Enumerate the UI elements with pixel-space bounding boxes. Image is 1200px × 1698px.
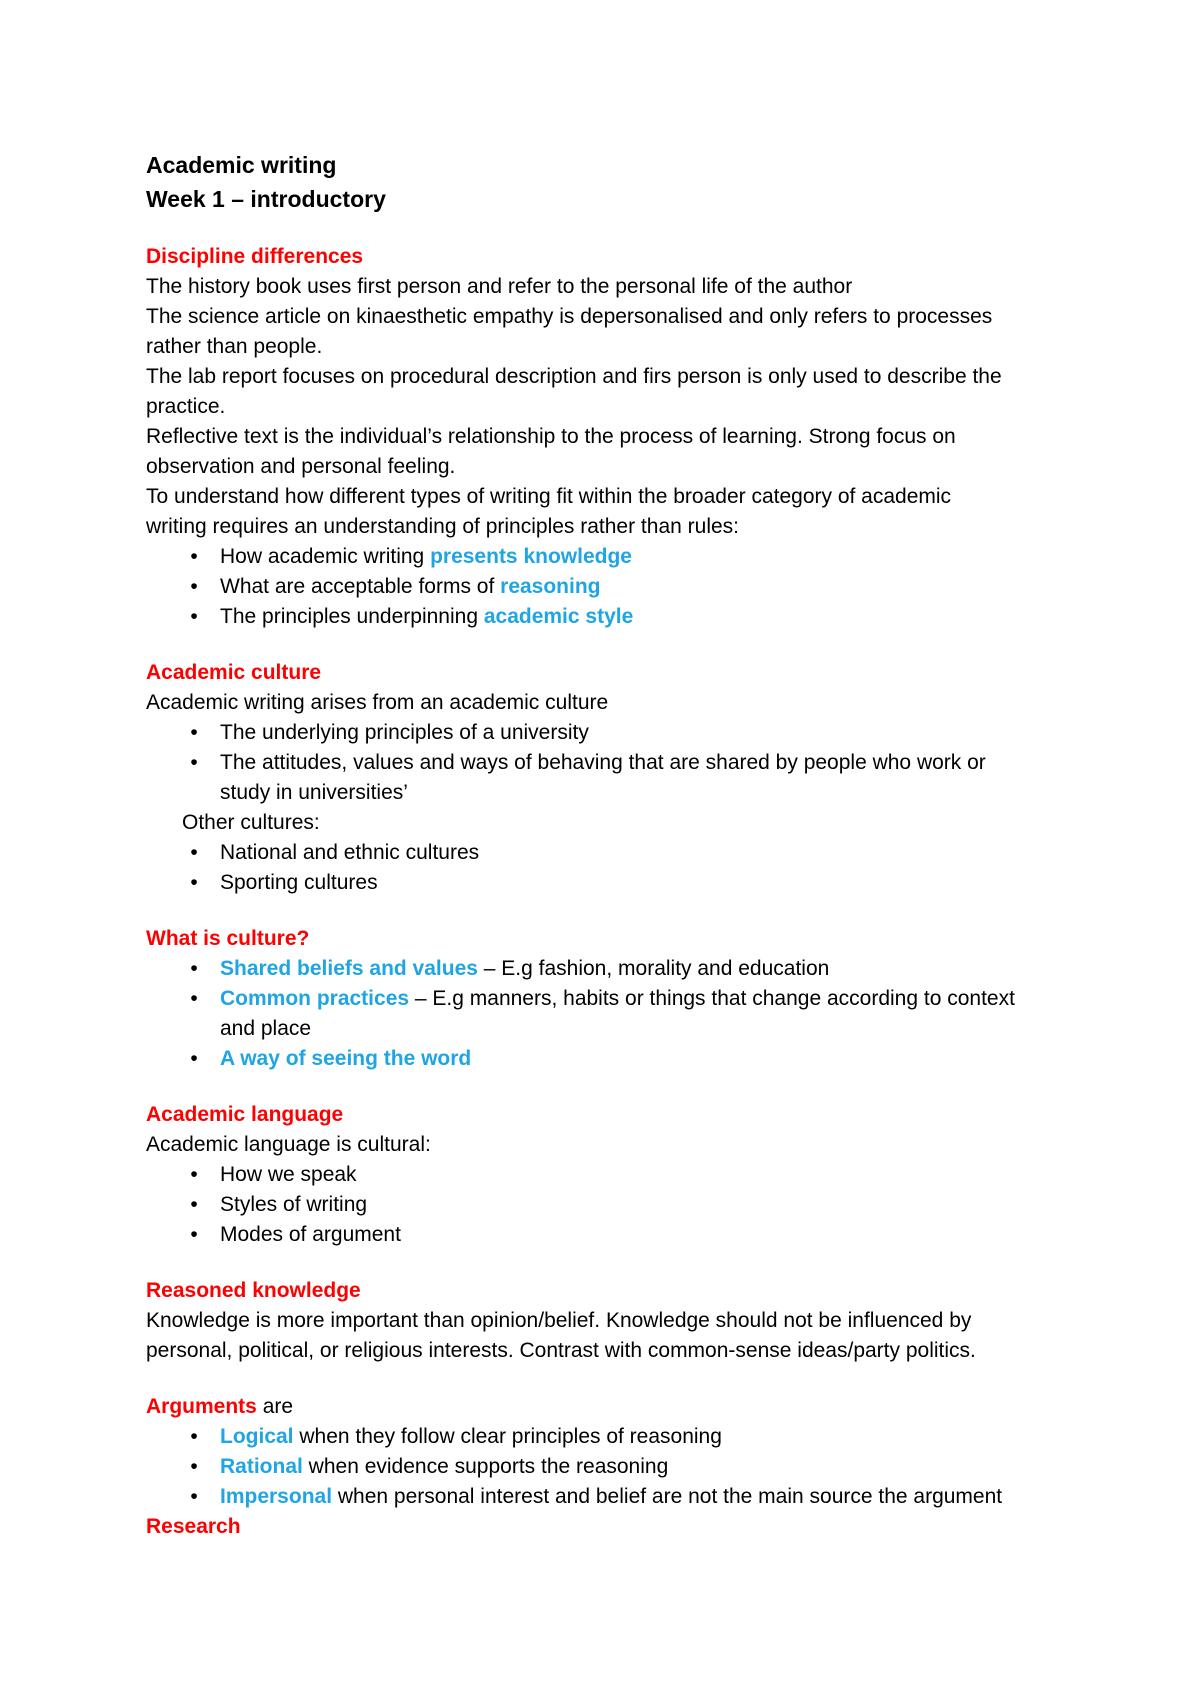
list-item-text: – E.g manners, habits or things that change according to context bbox=[409, 987, 1015, 1010]
list-item bbox=[146, 542, 1086, 572]
bullet-list bbox=[146, 718, 1086, 808]
list-item bbox=[146, 718, 1086, 748]
paragraph: The history book uses first person and refer to the personal life of the author bbox=[146, 275, 853, 298]
list-item-text: when personal interest and belief are not the main source the argument bbox=[332, 1485, 1003, 1508]
bullet-list bbox=[146, 954, 1086, 1074]
list-item-text: How academic writing bbox=[220, 545, 431, 568]
list-item-text: The principles underpinning bbox=[220, 605, 484, 628]
bullet-icon: • bbox=[190, 871, 198, 894]
document-body bbox=[146, 148, 1086, 1542]
list-item-text: National and ethnic cultures bbox=[220, 841, 480, 864]
list-item bbox=[146, 1422, 1086, 1452]
bullet-icon: • bbox=[190, 1485, 198, 1508]
bullet-icon: • bbox=[190, 1425, 198, 1448]
heading-what-is-culture: What is culture? bbox=[146, 927, 310, 950]
paragraph: The lab report focuses on procedural description and firs person is only used to describe the bbox=[146, 365, 1002, 388]
paragraph: The science article on kinaesthetic empathy is depersonalised and only refers to processes bbox=[146, 305, 993, 328]
paragraph: Academic language is cultural: bbox=[146, 1133, 431, 1156]
list-item bbox=[146, 1160, 1086, 1190]
heading-discipline-differences: Discipline differences bbox=[146, 245, 364, 268]
keyword: reasoning bbox=[500, 575, 601, 598]
paragraph: To understand how different types of writing fit within the broader category of academic bbox=[146, 485, 952, 508]
bullet-icon: • bbox=[190, 987, 198, 1010]
bullet-icon: • bbox=[190, 575, 198, 598]
keyword: A way of seeing the word bbox=[220, 1047, 472, 1070]
list-item bbox=[146, 984, 1086, 1044]
bullet-icon: • bbox=[190, 1193, 198, 1216]
bullet-icon: • bbox=[190, 721, 198, 744]
doc-subtitle: Week 1 – introductory bbox=[146, 186, 386, 212]
bullet-list bbox=[146, 1160, 1086, 1250]
paragraph: personal, political, or religious interests. Contrast with common-sense ideas/party politics. bbox=[146, 1339, 976, 1362]
bullet-list bbox=[146, 1422, 1086, 1512]
keyword: Logical bbox=[220, 1425, 294, 1448]
paragraph: practice. bbox=[146, 395, 226, 418]
list-item-text: Styles of writing bbox=[220, 1193, 368, 1216]
list-item-text: Modes of argument bbox=[220, 1223, 401, 1246]
heading-research: Research bbox=[146, 1515, 241, 1538]
list-item bbox=[146, 954, 1086, 984]
list-item-text: and place bbox=[220, 1017, 312, 1040]
list-item bbox=[146, 868, 1086, 898]
bullet-list bbox=[146, 838, 1086, 898]
keyword: Shared beliefs and values bbox=[220, 957, 478, 980]
heading-arguments-label: Arguments bbox=[146, 1395, 257, 1418]
bullet-icon: • bbox=[190, 841, 198, 864]
list-item bbox=[146, 572, 1086, 602]
list-item bbox=[146, 1452, 1086, 1482]
list-item-text: How we speak bbox=[220, 1163, 357, 1186]
keyword: academic style bbox=[483, 605, 634, 628]
heading-reasoned-knowledge: Reasoned knowledge bbox=[146, 1279, 361, 1302]
bullet-icon: • bbox=[190, 1163, 198, 1186]
paragraph: rather than people. bbox=[146, 335, 323, 358]
paragraph: observation and personal feeling. bbox=[146, 455, 456, 478]
list-item-text: What are acceptable forms of bbox=[220, 575, 501, 598]
keyword: Rational bbox=[220, 1455, 303, 1478]
list-item-text: study in universities’ bbox=[220, 781, 408, 804]
paragraph: Academic writing arises from an academic culture bbox=[146, 691, 609, 714]
list-item-text: when evidence supports the reasoning bbox=[302, 1455, 669, 1478]
list-item bbox=[146, 748, 1086, 808]
list-item bbox=[146, 838, 1086, 868]
bullet-icon: • bbox=[190, 1455, 198, 1478]
keyword: Common practices bbox=[220, 987, 410, 1010]
heading-arguments-rest: are bbox=[256, 1395, 294, 1418]
list-item-text: Sporting cultures bbox=[220, 871, 378, 894]
other-cultures-label: Other cultures: bbox=[182, 811, 320, 834]
list-item-text: The underlying principles of a university bbox=[220, 721, 589, 744]
paragraph: writing requires an understanding of principles rather than rules: bbox=[146, 515, 739, 538]
bullet-list bbox=[146, 542, 1086, 632]
heading-arguments bbox=[146, 1392, 1086, 1422]
list-item bbox=[146, 602, 1086, 632]
bullet-icon: • bbox=[190, 605, 198, 628]
paragraph: Reflective text is the individual’s relationship to the process of learning. Strong focus on bbox=[146, 425, 956, 448]
list-item bbox=[146, 1220, 1086, 1250]
heading-academic-culture: Academic culture bbox=[146, 661, 322, 684]
doc-title: Academic writing bbox=[146, 152, 337, 178]
list-item bbox=[146, 1044, 1086, 1074]
list-item-text: – E.g fashion, morality and education bbox=[477, 957, 830, 980]
bullet-icon: • bbox=[190, 545, 198, 568]
paragraph: Knowledge is more important than opinion/belief. Knowledge should not be influenced by bbox=[146, 1309, 972, 1332]
keyword: Impersonal bbox=[220, 1485, 333, 1508]
list-item-text: The attitudes, values and ways of behaving that are shared by people who work or bbox=[220, 751, 986, 774]
bullet-icon: • bbox=[190, 751, 198, 774]
list-item bbox=[146, 1190, 1086, 1220]
bullet-icon: • bbox=[190, 1223, 198, 1246]
list-item-text: when they follow clear principles of reasoning bbox=[293, 1425, 722, 1448]
heading-academic-language: Academic language bbox=[146, 1103, 344, 1126]
keyword: presents knowledge bbox=[430, 545, 632, 568]
list-item bbox=[146, 1482, 1086, 1512]
bullet-icon: • bbox=[190, 957, 198, 980]
bullet-icon: • bbox=[190, 1047, 198, 1070]
